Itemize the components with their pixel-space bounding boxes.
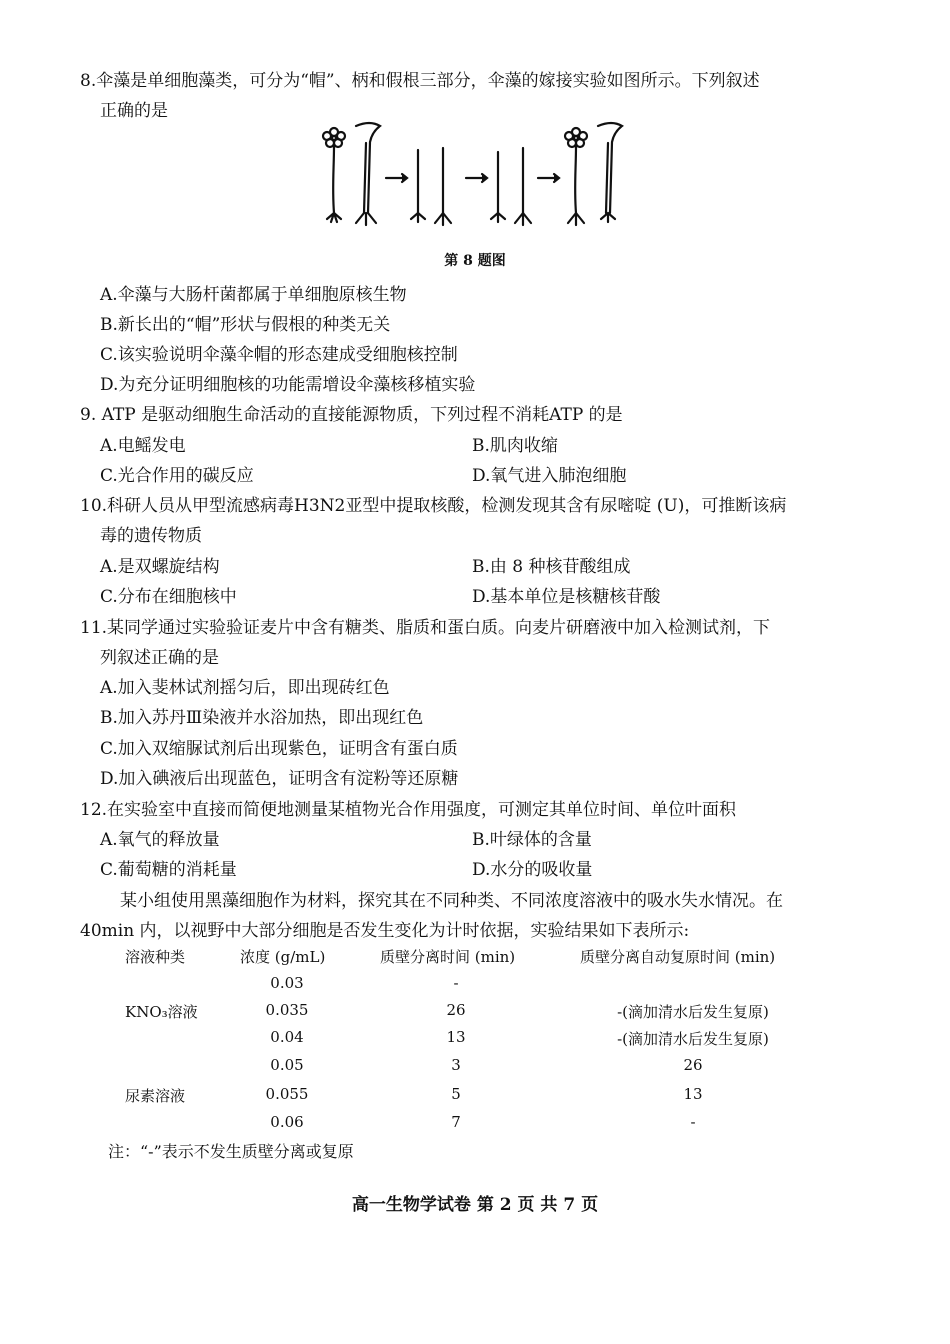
q9-option-c: C.光合作用的碳反应 (100, 466, 254, 486)
q8-stem-line1: 8.伞藻是单细胞藻类，可分为“帽”、柄和假根三部分，伞藻的嫁接实验如图所示。下列叙述 (80, 71, 760, 91)
table-row-5-plasmolysis: 5 (451, 1085, 461, 1103)
q8-stem-line2: 正确的是 (100, 101, 168, 121)
table-row-6-concentration: 0.06 (270, 1113, 304, 1131)
q12-option-b: B.叶绿体的含量 (472, 830, 592, 850)
q12-option-a: A.氧气的释放量 (100, 830, 220, 850)
acetabularia-grafting-figure (318, 118, 636, 230)
q10-stem-line2: 毒的遗传物质 (100, 526, 202, 546)
table-group-urea: 尿素溶液 (125, 1087, 186, 1105)
q12-option-d: D.水分的吸收量 (472, 860, 593, 880)
q11-option-d: D.加入碘液后出现蓝色，证明含有淀粉等还原糖 (100, 769, 459, 789)
table-row-6-plasmolysis: 7 (451, 1113, 461, 1131)
table-row-4-concentration: 0.05 (270, 1056, 304, 1074)
q12-stem: 12.在实验室中直接而简便地测量某植物光合作用强度，可测定其单位时间、单位叶面积 (80, 800, 737, 820)
table-note: 注：“-”表示不发生质壁分离或复原 (108, 1142, 354, 1161)
q11-stem-line2: 列叙述正确的是 (100, 648, 219, 668)
q11-stem-line1: 11.某同学通过实验验证麦片中含有糖类、脂质和蛋白质。向麦片研磨液中加入检测试剂，下 (80, 618, 771, 638)
table-group-kno3: KNO₃溶液 (125, 1003, 198, 1021)
table-row-3-recovery: -(滴加清水后发生复原) (617, 1030, 769, 1048)
q10-option-d: D.基本单位是核糖核苷酸 (472, 587, 661, 607)
table-header-solution: 溶液种类 (125, 948, 186, 966)
passage-line1: 某小组使用黑藻细胞作为材料，探究其在不同种类、不同浓度溶液中的吸水失水情况。在 (120, 891, 783, 911)
flower-cap-plant-1 (323, 128, 345, 222)
regrown-flower-cap (565, 128, 587, 225)
page-footer: 高一生物学试卷 第 2 页 共 7 页 (351, 1195, 599, 1215)
q9-option-b: B.肌肉收缩 (472, 436, 558, 456)
q11-option-c: C.加入双缩脲试剂后出现紫色，证明含有蛋白质 (100, 739, 458, 759)
table-header-plasmolysis-time: 质壁分离时间 (min) (380, 948, 516, 966)
q9-option-d: D.氧气进入肺泡细胞 (472, 466, 627, 486)
q10-option-b: B.由 8 种核苷酸组成 (472, 557, 631, 577)
table-row-6-recovery: - (690, 1113, 696, 1131)
table-row-3-plasmolysis: 13 (446, 1028, 466, 1046)
table-row-3-concentration: 0.04 (270, 1028, 304, 1046)
q10-option-c: C.分布在细胞核中 (100, 587, 237, 607)
table-row-4-plasmolysis: 3 (451, 1056, 461, 1074)
table-row-2-recovery: -(滴加清水后发生复原) (617, 1003, 769, 1021)
q8-option-b: B.新长出的“帽”形状与假根的种类无关 (100, 315, 391, 335)
q12-option-c: C.葡萄糖的消耗量 (100, 860, 237, 880)
cup-cap-plant-2 (356, 123, 380, 225)
q8-option-c: C.该实验说明伞藻伞帽的形态建成受细胞核控制 (100, 345, 458, 365)
passage-line2: 40min 内，以视野中大部分细胞是否发生变化为计时依据，实验结果如下表所示: (80, 921, 690, 941)
q9-stem: 9. ATP 是驱动细胞生命活动的直接能源物质，下列过程不消耗ATP 的是 (80, 405, 623, 425)
q11-option-a: A.加入斐林试剂摇匀后，即出现砖红色 (100, 678, 390, 698)
q10-option-a: A.是双螺旋结构 (100, 557, 220, 577)
q11-option-b: B.加入苏丹Ⅲ染液并水浴加热，即出现红色 (100, 708, 424, 728)
table-row-5-recovery: 13 (683, 1085, 703, 1103)
q8-option-d: D.为充分证明细胞核的功能需增设伞藻核移植实验 (100, 375, 476, 395)
table-row-5-concentration: 0.055 (265, 1085, 309, 1103)
table-row-2-plasmolysis: 26 (446, 1001, 466, 1019)
figure-caption: 第 8 题图 (444, 253, 506, 269)
table-header-recovery-time: 质壁分离自动复原时间 (min) (580, 948, 776, 966)
table-header-concentration: 浓度 (g/mL) (240, 948, 326, 966)
table-row-1-concentration: 0.03 (270, 974, 304, 992)
q10-stem-line1: 10.科研人员从甲型流感病毒H3N2亚型中提取核酸，检测发现其含有尿嘧啶 (U)，可推断该病 (80, 496, 787, 516)
q9-option-a: A.电鳐发电 (100, 436, 186, 456)
table-row-4-recovery: 26 (683, 1056, 703, 1074)
q8-option-a: A.伞藻与大肠杆菌都属于单细胞原核生物 (100, 285, 407, 305)
regrown-cup-cap (598, 123, 622, 222)
table-row-1-plasmolysis: - (453, 974, 459, 992)
table-row-2-concentration: 0.035 (265, 1001, 309, 1019)
